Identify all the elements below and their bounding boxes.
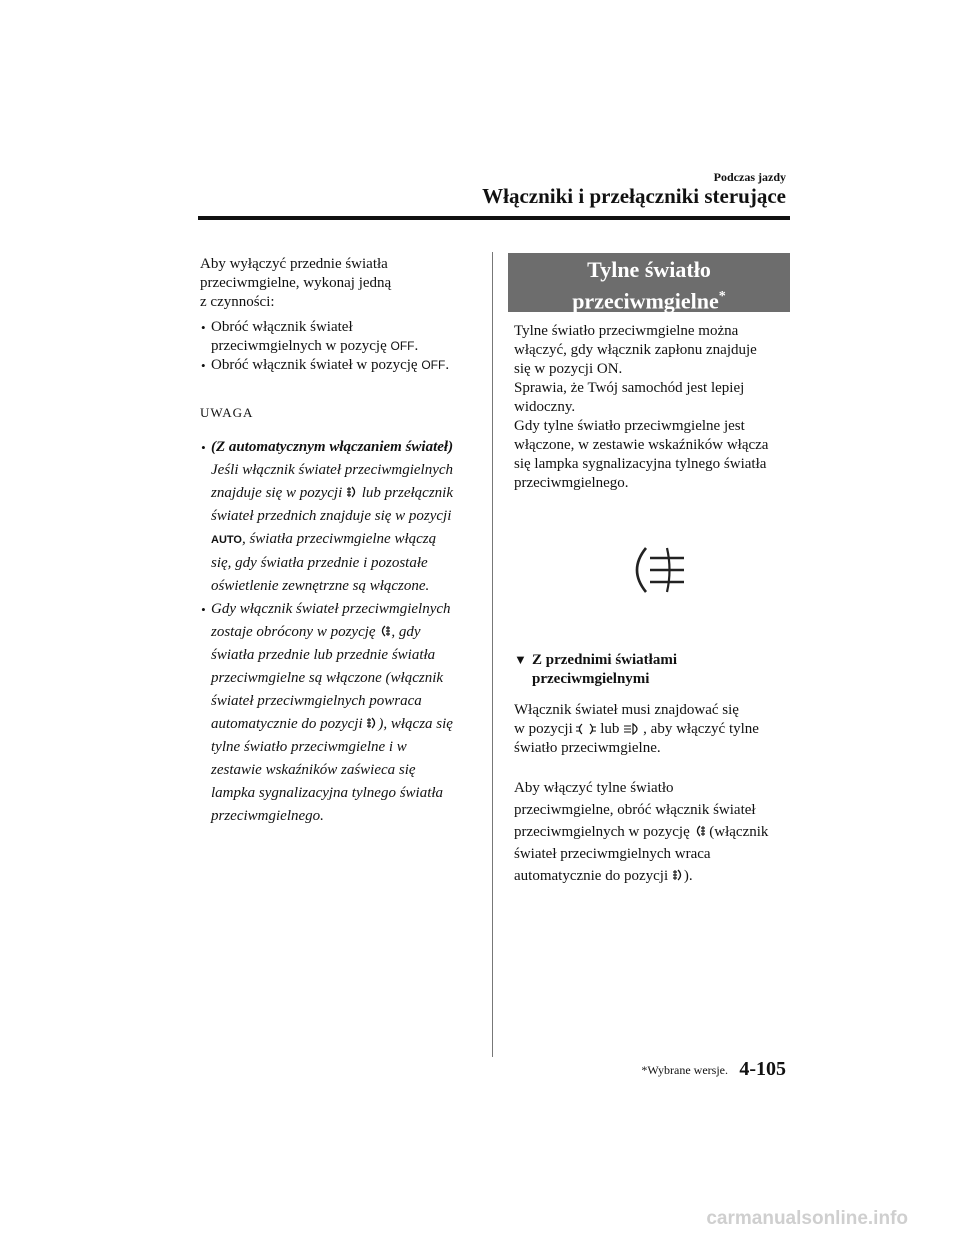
banner-line-2 — [508, 283, 790, 314]
intro-line-3: z czynności: — [200, 294, 275, 310]
sub-heading-text: Z przednimi światłami — [532, 652, 677, 668]
triangle-down-icon: ▼ — [514, 652, 527, 667]
note2-text: zostaje obrócony w pozycję — [211, 624, 380, 640]
para3-line-1: Aby włączyć tylne światło — [514, 780, 674, 796]
note2-line-6 — [211, 713, 480, 736]
note1-line-5: się, gdy światła przednie i pozostałe — [211, 555, 428, 571]
banner-text: przeciwmgielne — [572, 288, 719, 314]
note2-line-4: przeciwmgielne są włączone (włącznik — [211, 670, 444, 686]
para1-line-2: włączyć, gdy włącznik zapłonu znajduje — [514, 342, 757, 358]
para3-line-4: świateł przeciwmgielnych wraca — [514, 846, 711, 862]
para2-line-3: światło przeciwmgielne. — [514, 740, 661, 756]
header-rule — [198, 216, 790, 220]
right-column — [514, 322, 790, 887]
column-divider — [492, 252, 493, 1057]
para1-line-6: Gdy tylne światło przeciwmgielne jest — [514, 418, 745, 434]
para1-line-4: Sprawia, że Twój samochód jest lepiej — [514, 380, 745, 396]
para3-line-2: przeciwmgielne, obróć włącznik świateł — [514, 802, 756, 818]
para1-line-1: Tylne światło przeciwmgielne można — [514, 323, 739, 339]
bullet-off-main — [200, 356, 480, 375]
period: . — [414, 338, 419, 354]
note2-line-9: lampka sygnalizacyjna tylnego światła — [211, 785, 444, 801]
note1-line-1: Jeśli włącznik świateł przeciwmgielnych — [211, 462, 454, 478]
note-item-2 — [200, 598, 480, 828]
para1-line-8: się lampka sygnalizacyjna tylnego światła — [514, 456, 767, 472]
bullet2-line — [211, 356, 480, 375]
bullet-dot-icon: • — [201, 320, 206, 335]
page-title: Włączniki i przełączniki sterujące — [482, 184, 786, 208]
note2-line-7: tylne światło przeciwmgielne i w — [211, 739, 407, 755]
para1-line-3: się w pozycji ON. — [514, 361, 623, 377]
sub-heading-line-2: przeciwmgielnymi — [532, 671, 650, 687]
para3-text-2: (włącznik — [705, 824, 769, 840]
footer-note: *Wybrane wersje. — [641, 1063, 728, 1077]
para1-line-9: przeciwmgielnego. — [514, 475, 629, 491]
para2 — [514, 701, 790, 758]
period: . — [445, 357, 450, 373]
note2-line-10: przeciwmgielnego. — [211, 808, 324, 824]
bullet1-text: przeciwmgielnych w pozycję — [211, 338, 391, 354]
para3-line-5 — [514, 865, 790, 887]
section-label: Podczas jazdy — [713, 170, 786, 184]
optional-star: * — [718, 289, 726, 304]
note2-text-4: ), włącza się — [378, 716, 453, 732]
note1-text-2: lub przełącznik — [358, 485, 453, 501]
para2-text-3: , aby włączyć tylne — [643, 721, 759, 737]
bullet-dot-icon: • — [201, 440, 206, 455]
para2-line-2 — [514, 720, 790, 739]
off-label: OFF — [421, 358, 446, 372]
rear-fog-light-symbol-icon — [626, 546, 686, 594]
bullet-dot-icon: • — [201, 358, 206, 373]
para1-line-7: włączone, w zestawie wskaźników włącza — [514, 437, 769, 453]
bullet1-line-1: Obróć włącznik świateł — [211, 319, 353, 335]
watermark: carmanualsonline.info — [706, 1208, 908, 1229]
para3-text-3: automatycznie do pozycji — [514, 868, 672, 884]
note1-line-2 — [211, 482, 480, 505]
headlights-icon — [623, 723, 643, 735]
bullet1-line-2 — [211, 337, 480, 356]
para3-text: przeciwmgielnych w pozycję — [514, 824, 694, 840]
note1-text-3: , światła przeciwmgielne włączą — [241, 531, 437, 547]
bullet-dot-icon: • — [201, 602, 206, 617]
note2-line-3: światła przednie lub przednie światła — [211, 647, 436, 663]
para2-line-1: Włącznik świateł musi znajdować się — [514, 702, 739, 718]
rear-fog-icon — [379, 624, 391, 638]
auto-label: AUTO — [211, 534, 242, 546]
para2-text-2: lub — [596, 721, 624, 737]
front-fog-icon — [672, 868, 684, 882]
note1-text: znajduje się w pozycji — [211, 485, 346, 501]
parking-lights-icon — [576, 723, 596, 735]
front-fog-icon — [366, 716, 378, 730]
banner-line-1: Tylne światło — [587, 257, 711, 282]
section-banner — [508, 253, 790, 312]
para1-line-5: widoczny. — [514, 399, 576, 415]
sub-heading-line-1 — [514, 650, 790, 670]
note2-text-3: automatycznie do pozycji — [211, 716, 367, 732]
front-fog-icon — [346, 485, 358, 499]
note1-line-3: świateł przednich znajduje się w pozycji — [211, 508, 452, 524]
para3 — [514, 777, 790, 887]
para2-text: w pozycji — [514, 721, 577, 737]
note-item-1 — [200, 436, 480, 598]
page-number: 4-105 — [739, 1058, 786, 1080]
bullet-off-fog — [200, 318, 480, 356]
note1-heading: (Z automatycznym włączaniem świateł) — [211, 439, 454, 455]
note2-line-1: Gdy włącznik świateł przeciwmgielnych — [211, 601, 451, 617]
sub-heading — [514, 650, 790, 689]
para3-line-3 — [514, 821, 790, 843]
note2-text-2: , gdy — [391, 624, 421, 640]
note-title: UWAGA — [200, 405, 254, 420]
note2-line-8: zestawie wskaźników zaświeca się — [211, 762, 416, 778]
para3-text-4: ). — [683, 868, 693, 884]
note2-line-2 — [211, 621, 480, 644]
intro-line-2: przeciwmgielne, wykonaj jedną — [200, 275, 392, 291]
note1-line-6: oświetlenie zewnętrzne są włączone. — [211, 578, 430, 594]
note1-line-4 — [211, 528, 480, 552]
note2-line-5: świateł przeciwmgielnych powraca — [211, 693, 422, 709]
bullet2-text: Obróć włącznik świateł w pozycję — [211, 357, 422, 373]
rear-fog-icon — [694, 824, 706, 838]
intro-line-1: Aby wyłączyć przednie światła — [200, 256, 388, 272]
left-column — [200, 255, 480, 828]
off-label: OFF — [390, 339, 415, 353]
